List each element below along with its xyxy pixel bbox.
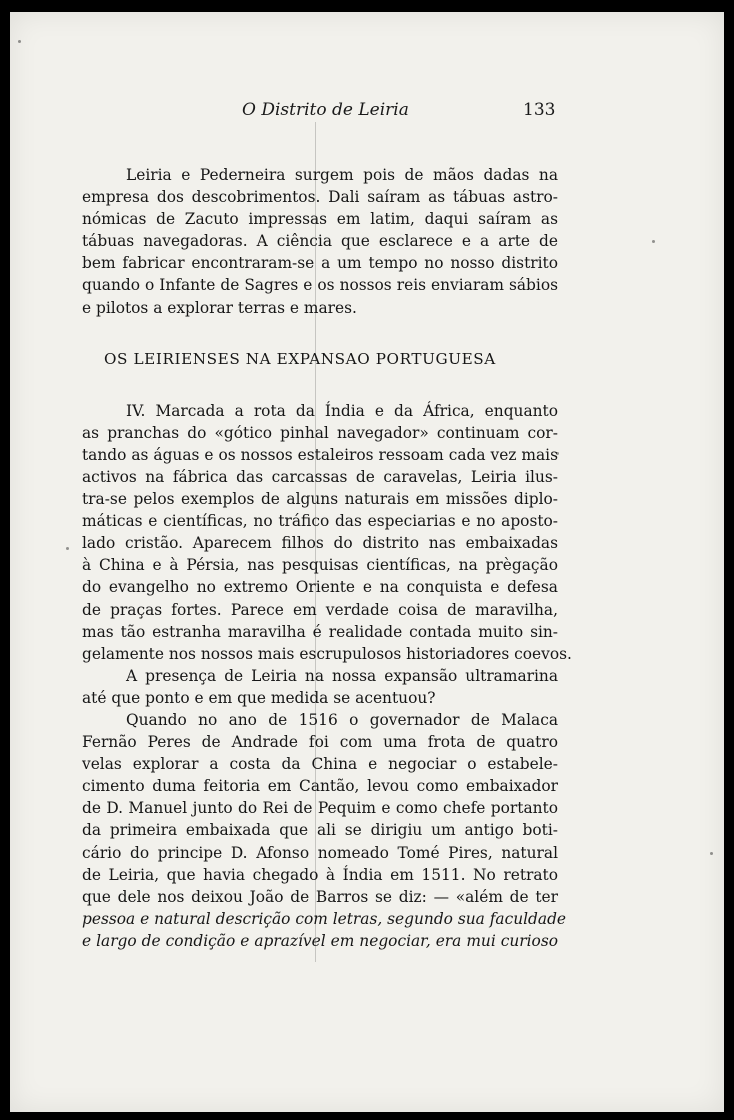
text-line: activos na fábrica das carcassas de caravelas, Leiria ilus-: [82, 467, 558, 486]
text-line: tando as águas e os nossos estaleiros ressoam cada vez mais: [82, 445, 558, 464]
text-line: Leiria e Pederneira surgem pois de mãos dadas na: [126, 166, 558, 184]
text-line: tra-se pelos exemplos de alguns naturais em missões diplo-: [82, 490, 558, 509]
text-line: do evangelho no extremo Oriente e na conquista e defesa: [82, 578, 558, 597]
text-line: quando o Infante de Sagres e os nossos reis enviaram sábios: [82, 276, 558, 295]
text-line: que dele nos deixou João de Barros se diz: — «além de ter: [82, 887, 558, 906]
text-line: mas tão estranha maravilha é realidade contada muito sin-: [82, 622, 558, 641]
text-line: lado cristão. Aparecem filhos do distrito nas embaixadas: [82, 534, 558, 553]
text-line: até que ponto e em que medida se acentuou?: [82, 688, 436, 707]
text-line: as pranchas do «gótico pinhal navegador» continuam cor-: [82, 423, 558, 442]
text-line: de D. Manuel junto do Rei de Pequim e como chefe portanto: [82, 799, 558, 818]
header-title: O Distrito de Leiria: [242, 100, 409, 120]
scan-speck: [66, 547, 69, 550]
text-line: bem fabricar encontraram-se a um tempo no nosso distrito: [82, 254, 558, 273]
text-line: Fernão Peres de Andrade foi com uma frota de quatro: [82, 733, 558, 752]
scan-speck: [710, 852, 713, 855]
text-line: IV. Marcada a rota da Índia e da África, enquanto: [126, 401, 558, 420]
paragraph-4: [82, 709, 567, 952]
text-line: à China e à Pérsia, nas pesquisas científicas, na prègação: [82, 556, 558, 575]
scan-speck: [652, 240, 655, 243]
text-line: Quando no ano de 1516 o governador de Malaca: [126, 710, 558, 729]
italic-quote-line: e largo de condição e aprazível em negociar, era mui curioso: [82, 931, 558, 950]
scan-speck: [18, 40, 21, 43]
section-heading: OS LEIRIENSES NA EXPANSAO PORTUGUESA: [104, 349, 496, 368]
text-line: cimento duma feitoria em Cantão, levou como embaixador: [82, 777, 558, 796]
scanned-page: [10, 12, 724, 1112]
running-header: [10, 100, 724, 130]
scan-speck: [556, 452, 559, 455]
text-line: nómicas de Zacuto impressas em latim, daqui saíram as: [82, 210, 558, 229]
text-line: A presença de Leiria na nossa expansão ultramarina: [126, 666, 558, 685]
text-line: tábuas navegadoras. A ciência que esclarece e a arte de: [82, 232, 558, 251]
text-line: velas explorar a costa da China e negociar o estabele-: [82, 755, 558, 774]
page-number: 133: [523, 100, 556, 120]
paragraph-3: [82, 665, 558, 709]
paragraph-2: [82, 400, 572, 665]
text-line: empresa dos descobrimentos. Dali saíram as tábuas astro-: [82, 188, 558, 207]
text-line: gelamente nos nossos mais escrupulosos historiadores coevos.: [82, 644, 572, 663]
italic-quote-line: pessoa e natural descrição com letras, segundo sua faculdade: [82, 909, 567, 928]
page-body: [82, 164, 572, 952]
text-line: e pilotos a explorar terras e mares.: [82, 298, 357, 317]
paragraph-1: [82, 164, 558, 319]
text-line: da primeira embaixada que ali se dirigiu um antigo boti-: [82, 821, 558, 840]
text-line: cário do principe D. Afonso nomeado Tomé Pires, natural: [82, 843, 558, 862]
text-line: de Leiria, que havia chegado à Índia em 1511. No retrato: [82, 865, 558, 884]
text-line: máticas e científicas, no tráfico das especiarias e no aposto-: [82, 512, 558, 531]
text-line: de praças fortes. Parece em verdade coisa de maravilha,: [82, 600, 558, 619]
